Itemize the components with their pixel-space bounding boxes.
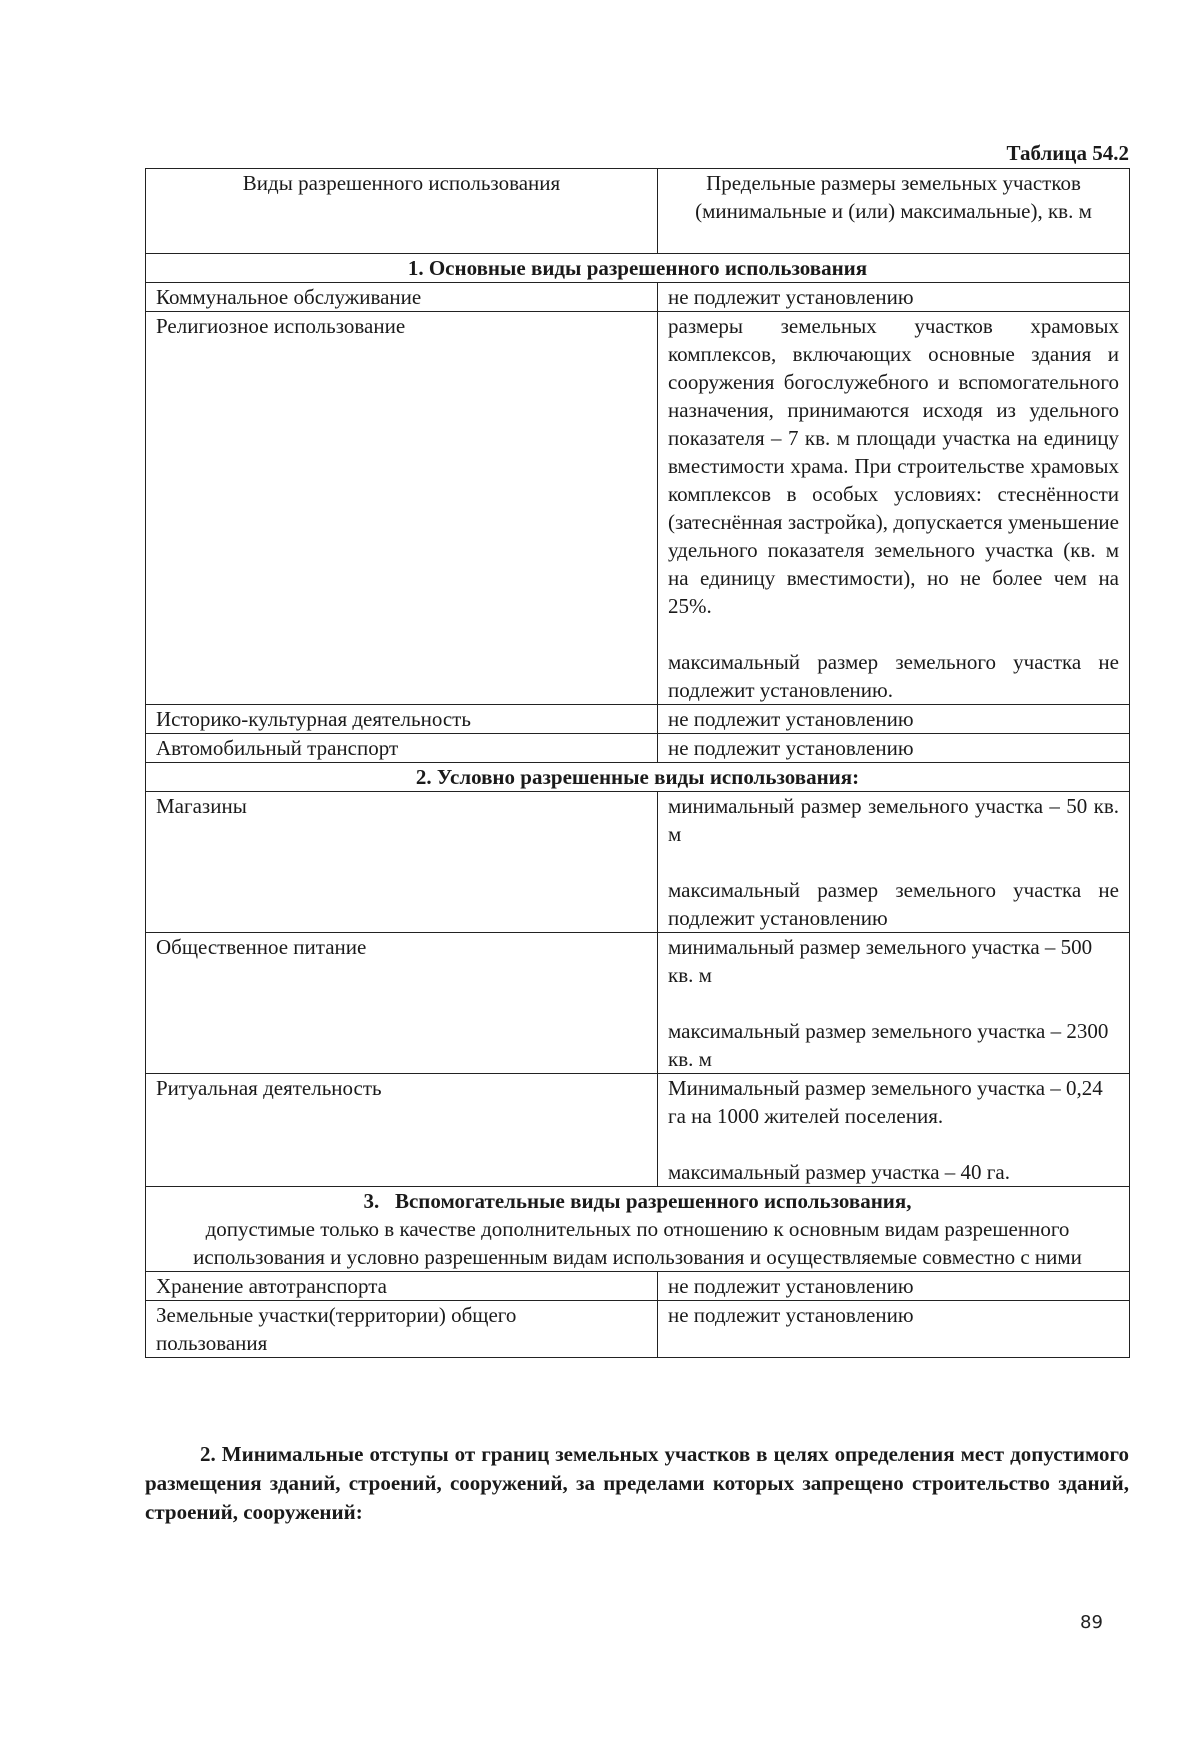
table-row (146, 1074, 1130, 1187)
limit-paragraph: максимальный размер участка – 40 га. (668, 1160, 1010, 1184)
header-size-limits: Предельные размеры земельных участков (минимальные и (или) максимальные), кв. м (658, 169, 1130, 254)
section-row (146, 763, 1130, 792)
limit-paragraph: максимальный размер земельного участка не подлежит установлению (668, 878, 1119, 930)
limit-paragraph: минимальный размер земельного участка – 50 кв. м (668, 794, 1119, 846)
table-header-row (146, 169, 1130, 254)
table-row (146, 734, 1130, 763)
use-type-cell: Общественное питание (146, 933, 658, 1074)
table-row (146, 933, 1130, 1074)
paragraph-gap (668, 620, 1119, 648)
section-3-subtitle: допустимые только в качестве дополнительных по отношению к основным видам разрешенного использования и условно разрешенным видам использования и осуществляемые совместно с ними (193, 1217, 1082, 1269)
size-limit-cell (658, 1074, 1130, 1187)
page-number: 89 (1080, 1612, 1103, 1633)
table-row (146, 792, 1130, 933)
section-row (146, 254, 1130, 283)
header-use-type: Виды разрешенного использования (146, 169, 658, 254)
use-type-cell: Коммунальное обслуживание (146, 283, 658, 312)
use-type-cell: Историко-культурная деятельность (146, 705, 658, 734)
use-type-cell: Земельные участки(территории) общего пользования (146, 1301, 658, 1358)
limit-paragraph: максимальный размер земельного участка не подлежит установлению. (668, 650, 1119, 702)
use-type-cell: Магазины (146, 792, 658, 933)
size-limit-cell: не подлежит установлению (658, 1272, 1130, 1301)
section-1-title: 1. Основные виды разрешенного использования (146, 254, 1130, 283)
size-limit-cell: не подлежит установлению (658, 283, 1130, 312)
table-row (146, 283, 1130, 312)
size-limit-cell: не подлежит установлению (658, 705, 1130, 734)
use-type-cell: Религиозное использование (146, 312, 658, 705)
paragraph-setbacks: 2. Минимальные отступы от границ земельных участков в целях определения мест допустимого размещения зданий, строений, сооружений, за пределами которых запрещено строительство зданий, строений, сооружений: (145, 1442, 1129, 1524)
limit-paragraph: Минимальный размер земельного участка – 0,24 га на 1000 жителей поселения. (668, 1076, 1103, 1128)
table-row (146, 1272, 1130, 1301)
use-type-cell: Автомобильный транспорт (146, 734, 658, 763)
size-limit-cell (658, 933, 1130, 1074)
land-use-table (145, 168, 1130, 1358)
limit-paragraph: максимальный размер земельного участка – 2300 кв. м (668, 1019, 1109, 1071)
size-limit-cell (658, 792, 1130, 933)
table-caption: Таблица 54.2 (1006, 141, 1129, 165)
section-2-title: 2. Условно разрешенные виды использования: (146, 763, 1130, 792)
section-row (146, 1187, 1130, 1272)
paragraph-gap (668, 848, 1119, 876)
limit-paragraph: минимальный размер земельного участка – 500 кв. м (668, 935, 1093, 987)
paragraph-gap (668, 989, 1119, 1017)
size-limit-cell: не подлежит установлению (658, 1301, 1130, 1358)
use-type-cell: Ритуальная деятельность (146, 1074, 658, 1187)
limit-paragraph: размеры земельных участков храмовых комплексов, включающих основные здания и сооружения богослужебного и вспомогательного назначения, принимаются исходя из удельного показателя – 7 кв. м площади участка на единицу вместимости храма. При строительстве храмовых комплексов в особых условиях: стеснённости (затеснённая застройка), допускается уменьшение удельного показателя земельного участка (кв. м на единицу вместимости), но не более чем на 25%. (668, 314, 1119, 618)
paragraph-gap (668, 1130, 1119, 1158)
table-row (146, 1301, 1130, 1358)
size-limit-cell (658, 312, 1130, 705)
table-row (146, 312, 1130, 705)
size-limit-cell: не подлежит установлению (658, 734, 1130, 763)
section-3-title (146, 1187, 1130, 1272)
use-type-cell: Хранение автотранспорта (146, 1272, 658, 1301)
table-row (146, 705, 1130, 734)
section-3-heading: 3. Вспомогательные виды разрешенного использования, (363, 1189, 912, 1213)
